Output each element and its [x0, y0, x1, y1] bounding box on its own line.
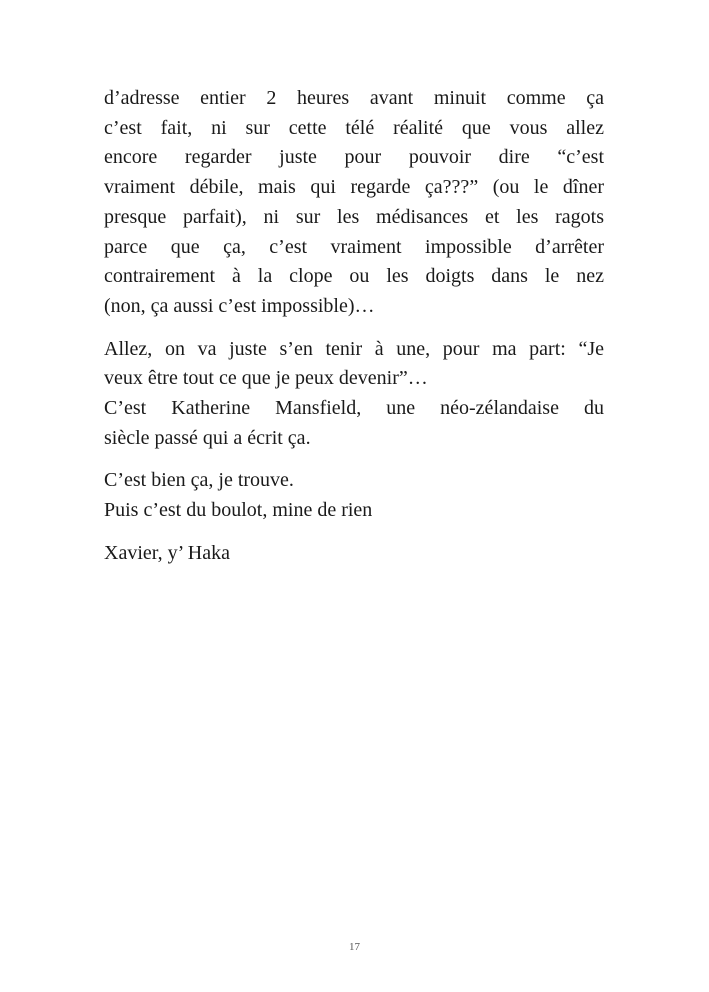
paragraph-spacing [104, 526, 604, 539]
text-line: C’est Katherine Mansfield, une néo-zélandaise du [104, 397, 604, 420]
text-line: (non, ça aussi c’est impossible)… [104, 294, 375, 317]
text-line: vraiment débile, mais qui regarde ça???” (ou le dîner [104, 176, 604, 199]
text-line: Allez, on va juste s’en tenir à une, pour ma part: “Je [104, 337, 604, 360]
paragraph-2 [104, 335, 604, 454]
paragraph-spacing [104, 322, 604, 335]
text-line: siècle passé qui a écrit ça. [104, 426, 311, 449]
signature-line: Xavier, y’ Haka [104, 541, 230, 564]
text-line: contrairement à la clope ou les doigts dans le nez [104, 265, 604, 288]
text-line: C’est bien ça, je trouve. [104, 469, 294, 492]
text-line: encore regarder juste pour pouvoir dire “c’est [104, 146, 604, 169]
paragraph-1 [104, 84, 604, 322]
signature [104, 539, 604, 569]
page-number: 17 [349, 941, 360, 953]
text-line: parce que ça, c’est vraiment impossible d’arrêter [104, 235, 604, 258]
paragraph-spacing [104, 453, 604, 466]
body-text [104, 84, 604, 569]
text-line: d’adresse entier 2 heures avant minuit comme ça [104, 87, 604, 109]
text-line: Puis c’est du boulot, mine de rien [104, 499, 373, 522]
paragraph-3 [104, 466, 604, 525]
text-line: veux être tout ce que je peux devenir”… [104, 367, 428, 390]
text-line: presque parfait), ni sur les médisances et les ragots [104, 205, 604, 228]
text-line: c’est fait, ni sur cette télé réalité que vous allez [104, 116, 604, 139]
